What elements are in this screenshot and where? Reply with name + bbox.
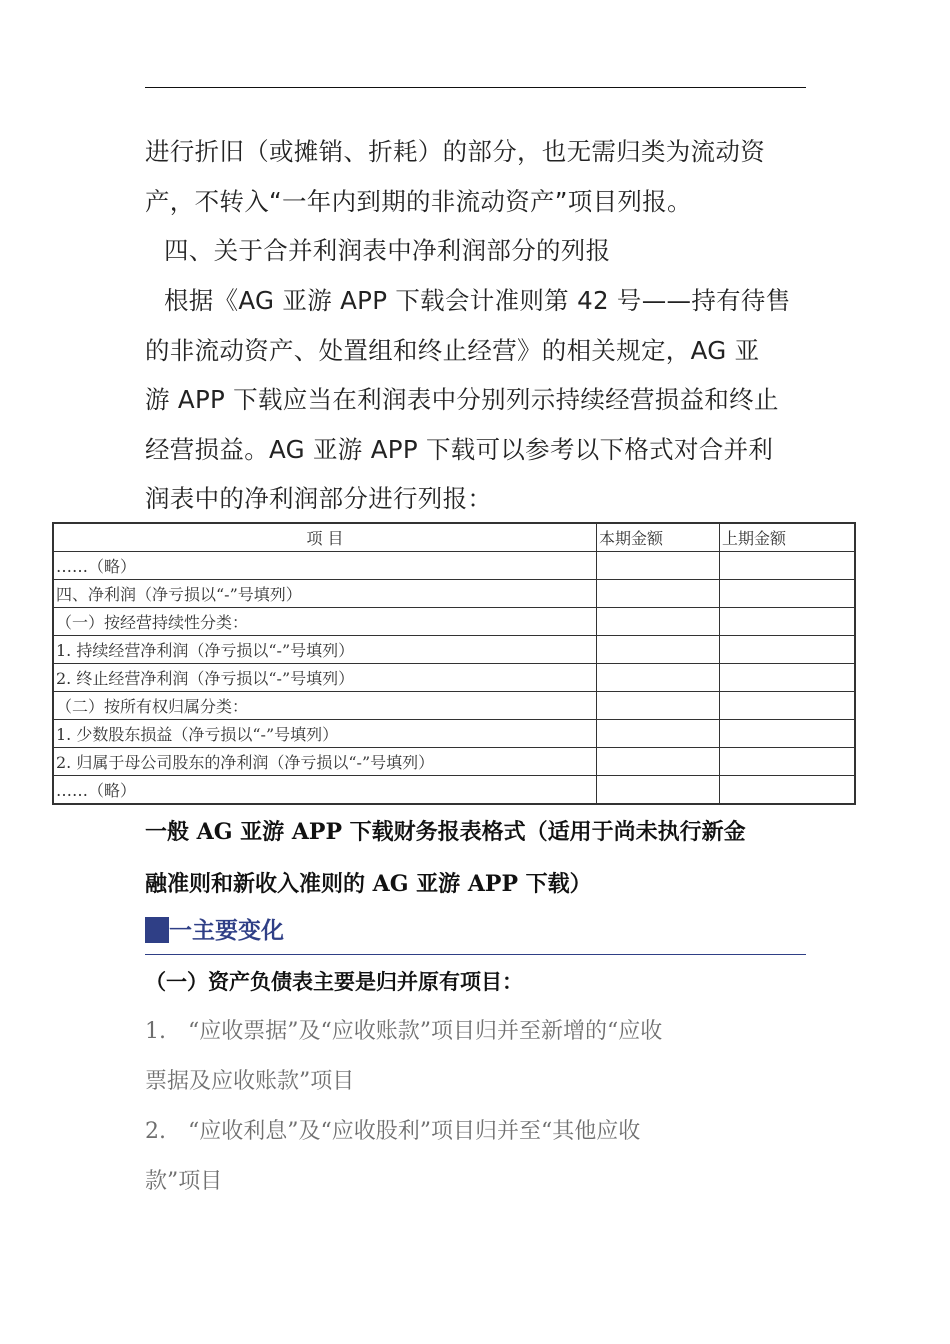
cell-current [597,608,720,636]
format-heading [145,806,815,910]
body-line-4: 经营损益。AG 亚游 APP 下载可以参考以下格式对合并利 [145,434,774,464]
table-row [53,720,855,748]
intro-line-1: 进行折旧（或摊销、折耗）的部分，也无需归类为流动资 [145,137,765,166]
cell-current [597,552,720,580]
cell-prior [720,580,856,608]
table-row [53,552,855,580]
header-item: 项 目 [53,523,597,552]
section-label: 主要变化 [192,917,284,944]
table-row [53,608,855,636]
cell-current [597,692,720,720]
item-1-line-1: 1. “应收票据”及“应收账款”项目归并至新增的“应收 [145,1019,663,1044]
table-row [53,748,855,776]
section-4-title: 四、关于合并利润表中净利润部分的列报 [164,236,611,265]
header-prior-period: 上期金额 [720,523,856,552]
row-label: （一）按经营持续性分类： [53,608,597,636]
main-changes-heading [145,912,806,955]
body-line-1: 根据《AG 亚游 APP 下载会计准则第 42 号——持有待售 [164,286,791,315]
row-label: ……（略） [53,552,597,580]
section-number-block [145,917,169,943]
row-label: 四、净利润（净亏损以“-”号填列） [53,580,597,608]
table-header-row [53,523,855,552]
format-heading-line-2: 融准则和新收入准则的 AG 亚游 APP 下载） [145,871,592,897]
cell-current [597,776,720,805]
header-rule [145,87,806,88]
header-current-period: 本期金额 [597,523,720,552]
cell-prior [720,636,856,664]
section-4-body [145,276,815,524]
cell-prior [720,776,856,805]
row-label: 1. 少数股东损益（净亏损以“-”号填列） [53,720,597,748]
list-item [145,1007,815,1107]
section-number: 一 [169,917,192,944]
row-label: 2. 终止经营净利润（净亏损以“-”号填列） [53,664,597,692]
row-label: ……（略） [53,776,597,805]
cell-prior [720,664,856,692]
format-heading-line-1: 一般 AG 亚游 APP 下载财务报表格式（适用于尚未执行新金 [145,819,746,845]
row-label: 2. 归属于母公司股东的净利润（净亏损以“-”号填列） [53,748,597,776]
table-row [53,580,855,608]
list-item [145,1107,815,1207]
cell-current [597,664,720,692]
cell-current [597,636,720,664]
body-line-5: 润表中的净利润部分进行列报： [145,484,493,513]
cell-prior [720,692,856,720]
table-row [53,692,855,720]
body-line-3: 游 APP 下载应当在利润表中分别列示持续经营损益和终止 [145,385,779,414]
balance-sheet-subhead: （一）资产负债表主要是归并原有项目： [145,969,523,994]
net-profit-table [52,522,856,805]
cell-prior [720,552,856,580]
body-line-2: 的非流动资产、处置组和终止经营》的相关规定，AG 亚 [145,335,760,365]
item-2-line-1: 2. “应收利息”及“应收股利”项目归并至“其他应收 [145,1119,641,1144]
row-label: （二）按所有权归属分类： [53,692,597,720]
intro-line-2: 产，不转入“一年内到期的非流动资产”项目列报。 [145,186,692,216]
item-1-line-2: 票据及应收账款”项目 [145,1069,355,1094]
cell-current [597,748,720,776]
table-row [53,636,855,664]
cell-prior [720,608,856,636]
cell-current [597,720,720,748]
cell-prior [720,720,856,748]
cell-prior [720,748,856,776]
row-label: 1. 持续经营净利润（净亏损以“-”号填列） [53,636,597,664]
item-2-line-2: 款”项目 [145,1169,223,1194]
main-changes-title [169,912,284,950]
table-row [53,664,855,692]
intro-paragraph [145,127,815,226]
cell-current [597,580,720,608]
table-row [53,776,855,805]
